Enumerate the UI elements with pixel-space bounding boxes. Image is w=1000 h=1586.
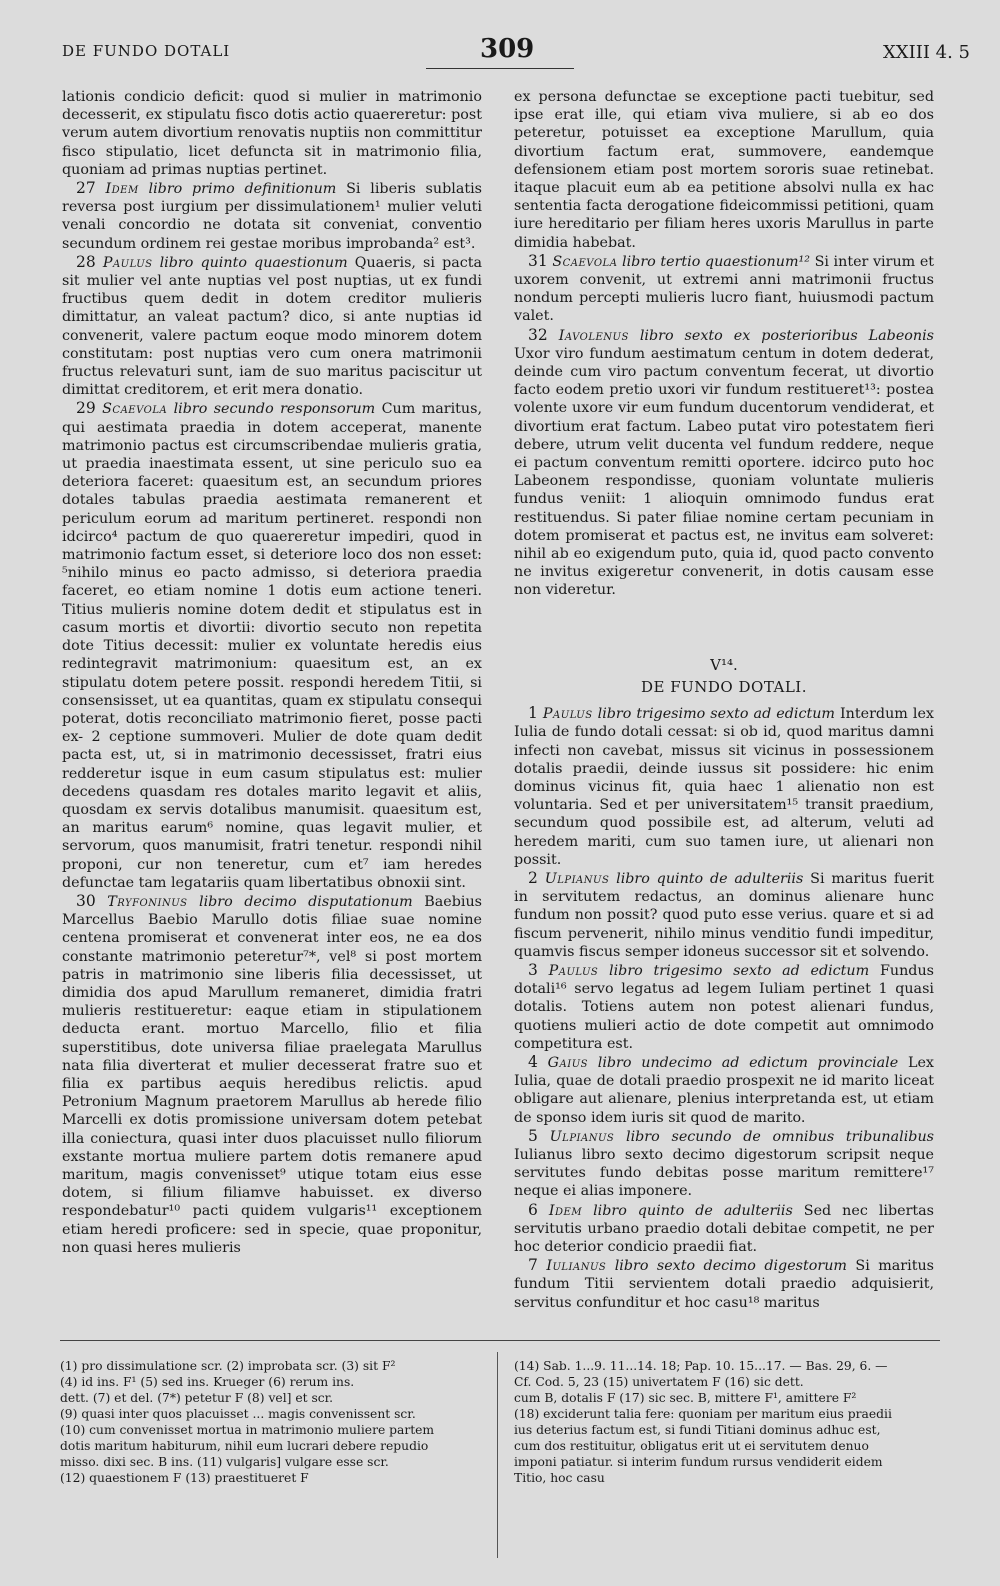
lex-number: 32 [528,325,548,344]
lex-27 [62,179,482,253]
fr-5 [514,1127,934,1201]
lex-text: Interdum lex Iulia de fundo dotali cessat: si ob id, quod maritus damni infecti non cavebat, missus sit vicinus in possessionem dotalis praedii, deinde iussus sit possidere: hic enim dominus vicinus fit, quia haec 1 alienatio non est voluntaria. Sed et per universitatem¹⁵ transit praedium, secundum quod possibile est, ad alterum, veluti ad heredem mariti, cum suo tamen iure, ut alienari non possit. [514,706,934,868]
footnote-line: ius deterius factum est, si fundi Titiani dominus adhuc est, [514,1423,881,1437]
lex-work: libro quinto quaestionum [159,254,348,271]
footnotes-right [514,1358,934,1486]
lex-32 [514,326,934,600]
lex-31 [514,252,934,326]
footnote-line: dotis maritum habiturum, nihil eum lucrari debere repudio [60,1439,429,1453]
lex-author: Scaevola [102,401,168,418]
fr-2 [514,869,934,961]
lex-author: Paulus [542,706,593,723]
lex-text: Quaeris, si pacta sit mulier vel ante nuptias vel post nuptias, ut ex fundi fructibus quem dedit in dotem creditor mulieris dimittatur, an valeat pactum? dico, si ante nuptias id convenerit, valere pactum eoque modo minorem dotem constitutam: post nuptias vero cum onera matrimonii fructus relevaturi sunt, iam de suo maritus paciscitur ut dimittat creditorem, et erit mera donatio. [62,254,483,399]
lex-work: libro secundo responsorum [173,401,376,418]
footnote-line: (1) pro dissimulatione scr. (2) improbata scr. (3) sit F² [60,1359,396,1373]
lex-author: Scaevola [552,253,618,270]
footnote-line: (18) exciderunt talia fere: quoniam per maritum eius praedii [514,1407,892,1421]
fr-6 [514,1201,934,1257]
lex-text: Baebius Marcellus Baebio Marullo dotis filiae suae nomine centena promiserat et convenerat inter eos, ne ea dos constante matrimonio peteretur⁷*, vel⁸ si post mortem patris in matrimonio sine liberis filia decessisset, ut dimidia dos apud Marullum remaneret, dimidia fratri mulieris restitueretur: eaque etiam in stipulationem deducta erant. mortuo Marcello, filio et filia superstitibus, dote universa filiae praelegata Marullus nata filia diverterat et mulier decesserat fratre suo et filia ex partibus aequis heredibus relictis. apud Petronium Magnum praetorem Marullus ab herede filio Marcelli ex dotis promissione universam dotem petebat illa coniectura, quasi inter duos placuisset nullo filiorum exstante mortua muliere partem dotis remanere apud maritum, magis convenisset⁹ utique totam eius esse dotem, si filium filiamve habuisset. ex diverso respondebatur¹⁰ pacti quidem vulgaris¹¹ exceptionem etiam heredi proficere: sed in specie, quae proponitur, non quasi heres mulieris [62,893,482,1256]
lex-number: 31 [528,251,548,270]
lex-author: Ulpianus [544,870,610,887]
lex-author: Tryfoninus [107,893,188,910]
fr-7 [514,1256,934,1312]
lex-work: libro sexto decimo digestorum [614,1258,847,1275]
lex-work: libro decimo disputationum [199,893,413,910]
footnote-line: dett. (7) et del. (7*) petetur F (8) vel] et scr. [60,1391,334,1405]
lex-work: libro trigesimo sexto ad edictum [597,706,835,723]
header-rule [426,68,574,69]
lex-number: 27 [76,179,96,198]
lex-work: libro secundo de omnibus tribunalibus [626,1128,935,1145]
footnote-line: (9) quasi inter quos placuisset ... magis convenissent scr. [60,1407,416,1421]
running-header [0,36,1000,76]
left-intro-paragraph: lationis condicio deficit: quod si mulier in matrimonio decesserit, ex stipulatu fisco dotis actio quaereretur: post verum autem divortium renovatis nuptiis non committitur fisco stipulatio, licet defuncta sit in matrimonio filia, quoniam ad primas nuptias pertinet. [62,89,482,178]
lex-number: 4 [528,1052,538,1071]
lex-work: libro undecimo ad edictum provinciale [597,1054,899,1071]
lex-text: Lex Iulia, quae de dotali praedio prospexit ne id marito liceat obligare aut alienare, plenius interpretanda est, ut etiam de sponso idem iuris sit quod de marito. [514,1054,934,1126]
lex-text: Iulianus libro sexto decimo digestorum scripsit neque servitutes fundo debitas posse maritum remittere¹⁷ neque ei alias imponere. [514,1146,934,1200]
lex-author: Ulpianus [549,1128,615,1145]
lex-author: Gaius [547,1054,588,1071]
lex-number: 30 [76,891,96,910]
lex-text: Si maritus fuerit in servitutem redactus, an dominus alienare hunc fundum non possit? quod puto esse verius. quare et si ad fiscum pervenerit, nihilo minus venditio fundi impeditur, quamvis fiscus semper idoneus successor sit et solvendo. [514,870,935,960]
lex-number: 1 [528,704,538,723]
lex-author: Idem [105,181,139,198]
section-number: V¹⁴. [710,655,738,674]
section-heading: DE FUNDO DOTALI. [640,677,807,696]
lex-30 [62,892,482,1257]
lex-number: 28 [76,252,96,271]
right-column [514,88,934,1312]
lex-work: libro quinto de adulteriis [616,870,804,887]
lex-author: Idem [548,1202,583,1219]
header-title: DE FUNDO DOTALI [62,42,231,60]
footnote-line: (4) id ins. F¹ (5) sed ins. Krueger (6) rerum ins. [60,1375,355,1389]
lex-29 [62,399,482,891]
lex-work: libro quinto de adulteriis [593,1202,793,1219]
lex-text: Uxor viro fundum aestimatum centum in dotem dederat, deinde cum viro pactum conventum fecerat, ut divortio facto eodem pretio uxori vir fundum restitueret¹³: postea volente uxore vir eum fundum ducentorum vendiderat, et divortium erat factum. Labeo putat viro potestatem fieri debere, utrum velit ducenta vel fundum reddere, neque ei pactum conventum remitti oportere. idcirco puto hoc Labeonem respondisse, quoniam voluntate mulieris fundus veniit: 1 alioquin omnimodo fundus erat restituendus. Si pater filiae nomine certam pecuniam in dotem promiserat et pactus est, ne invitus eam solveret: nihil ab eo exigendum puto, quia id, quod pacto convento ne invitus exigeretur convenerit, in dotis causam esse non videretur. [514,345,934,599]
lex-number: 6 [528,1200,538,1219]
lex-author: Paulus [102,254,153,271]
lex-number: 5 [528,1126,538,1145]
lex-author: Iavolenus [558,327,629,344]
lex-text: Sed nec libertas servitutis urbano praedio dotali debitae competit, ne per hoc deterior condicio praedii fiat. [514,1202,935,1255]
footnote-line: (10) cum convenisset mortua in matrimonio muliere partem [60,1423,435,1437]
footnote-line: Titio, hoc casu [514,1471,605,1485]
lex-text: Fundus dotali¹⁶ servo legatus ad legem Iuliam pertinet 1 quasi dotalis. Totiens autem non potest alienari fundus, quotiens mulieri actio de dote competit aut omnimodo competitura est. [514,962,934,1052]
footnote-divider [497,1352,498,1558]
lex-text: Si liberis sublatis reversa post iurgium per dissimulationem¹ mulier veluti venali concordio ne dotata sit conveniat, conventio secundum ordinem rei gestae moribus improbanda² est³. [62,181,483,252]
lex-28 [62,253,482,400]
lex-work: libro trigesimo sexto ad edictum [609,962,870,979]
lex-text: Cum maritus, qui aestimata praedia in dotem acceperat, manente matrimonio pactus est circumscribendae mulieris gratia, ut praedia inaestimata essent, ut sine periculo suo ea deteriora faceret: quaesitum est, an secundum priores dotales tabulas praedia aestimata remanerent et periculum eorum ad maritum pertineret. respondi non idcirco⁴ pactum de quo quaereretur impediri, quod in matrimonio factum esset, si deteriore loco dos non esset: ⁵nihilo minus eo pacto admisso, si deteriora praedia faceret, eo etiam nomine 1 dotis eum actione teneri. Titius mulieris nomine dotem dedit et stipulatus est in casum mortis et divortii: divortio secuto non repetita dote Titius decessit: mulier ex voluntate heredis eius redintegravit matrimonium: quaesitum est, an ex stipulatu dotem petere possit. respondi heredem Titii, si consensisset, ut ea quantitas, quam ex stipulatu consequi poterat, dotis reconciliato matrimonio fieret, posse pacti ex- 2 ceptione summoveri. Mulier de dote quam dedit pacta est, ut, si in matrimonio decessisset, fratri eius redderetur isque in eum casum stipulatus est: mulier decedens quasdam res dotales marito legavit et aliis, quosdam ex servis dotalibus manumisit. quaesitum est, an maritus earum⁶ nomine, quas legavit mulier, et servorum, quos manumisit, fratri tenetur. respondi nihil proponi, cur non teneretur, cum et⁷ iam heredes defunctae tam legatariis quam libertatibus obnoxii sint. [62,401,483,891]
left-column [62,88,482,1257]
footnote-line: misso. dixi sec. B ins. (11) vulgaris] vulgare esse scr. [60,1455,389,1469]
lex-number: 29 [76,399,96,418]
lex-text: Si maritus fundum Titii servientem dotali praedio adquisierit, servitus confunditur et hoc casu¹⁸ maritus [514,1258,935,1311]
footnote-line: Cf. Cod. 5, 23 (15) univertatem F (16) sic dett. [514,1375,804,1389]
footnotes-left [60,1358,480,1486]
page-number: 309 [480,34,535,64]
lex-author: Iulianus [546,1258,607,1275]
lex-work: libro primo definitionum [148,181,337,198]
lex-number: 3 [528,960,538,979]
lex-number: 2 [528,868,538,887]
section-ref: XXIII 4. 5 [882,42,970,63]
fr-3 [514,961,934,1053]
lex-work: libro sexto ex posterioribus Labeonis [639,327,935,344]
lex-number: 7 [528,1256,538,1275]
footnote-line: cum dos restituitur, obligatus erit ut ei servitutem denuo [514,1439,869,1453]
fr-1 [514,704,934,869]
footnote-line: (12) quaestionem F (13) praestitueret F [60,1471,309,1485]
lex-text: Si inter virum et uxorem convenit, ut extremi anni matrimonii fructus nondum percepti mulieris lucro fiant, huiusmodi pactum valet. [514,253,935,325]
footnote-line: imponi patiatur. si interim fundum rursus vendiderit eidem [514,1455,883,1469]
footnote-line: cum B, dotalis F (17) sic sec. B, mittere F¹, amittere F² [514,1391,857,1405]
lex-author: Paulus [548,962,599,979]
fr-4 [514,1053,934,1127]
right-intro-paragraph: ex persona defunctae se exceptione pacti tuebitur, sed ipse erat ille, qui etiam viva muliere, si ab eo dos peteretur, potuisset ea exceptione Marullum, quia divortium factum erat, summovere, eandemque defensionem etiam post mortem sororis suae retinebat. itaque placuit eum ab ea petitione absolvi nulla ex hac sententia facta derogatione fideicommissi petitioni, quam iure hereditario per filiam heres uxoris Marullus in parte dimidia habebat. [514,89,934,251]
footnote-line: (14) Sab. 1...9. 11...14. 18; Pap. 10. 15...17. — Bas. 29, 6. — [514,1359,888,1373]
lex-work: libro tertio quaestionum¹² [622,253,810,270]
footnote-rule [60,1340,940,1341]
